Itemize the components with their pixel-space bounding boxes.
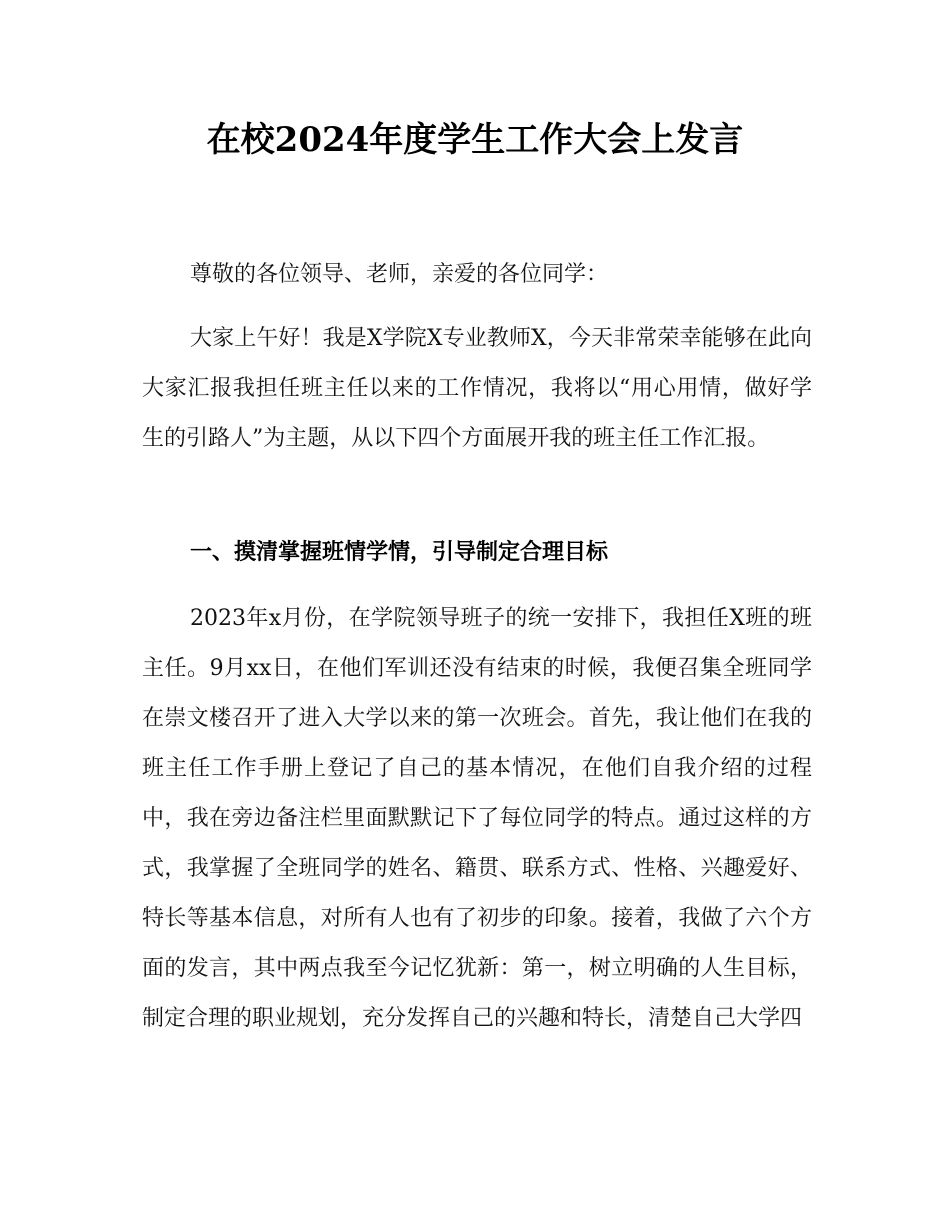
document-title: 在校2024年度学生工作大会上发言 [206, 120, 744, 160]
intro-paragraph: 大家上午好！我是X学院X专业教师X，今天非常荣幸能够在此向大家汇报我担任班主任以来的工作情况，我将以“用心用情，做好学生的引路人”为主题，从以下四个方面展开我的班主任工作汇报。 [142, 326, 812, 451]
section-heading-1: 一、摸清掌握班情学情，引导制定合理目标 [190, 540, 609, 565]
section-1-paragraph: 2023年x月份，在学院领导班子的统一安排下，我担任X班的班主任。9月xx日，在他们军训还没有结束的时候，我便召集全班同学在崇文楼召开了进入大学以来的第一次班会。首先，我让他们在我的班主任工作手册上登记了自己的基本情况，在他们自我介绍的过程中，我在旁边备注栏里面默默记下了每位同学的特点。通过这样的方式，我掌握了全班同学的姓名、籍贯、联系方式、性格、兴趣爱好、特长等基本信息，对所有人也有了初步的印象。接着，我做了六个方面的发言，其中两点我至今记忆犹新：第一，树立明确的人生目标，制定合理的职业规划，充分发挥自己的兴趣和特长，清楚自己大学四 [142, 606, 812, 1031]
salutation: 尊敬的各位领导、老师，亲爱的各位同学： [190, 262, 609, 287]
